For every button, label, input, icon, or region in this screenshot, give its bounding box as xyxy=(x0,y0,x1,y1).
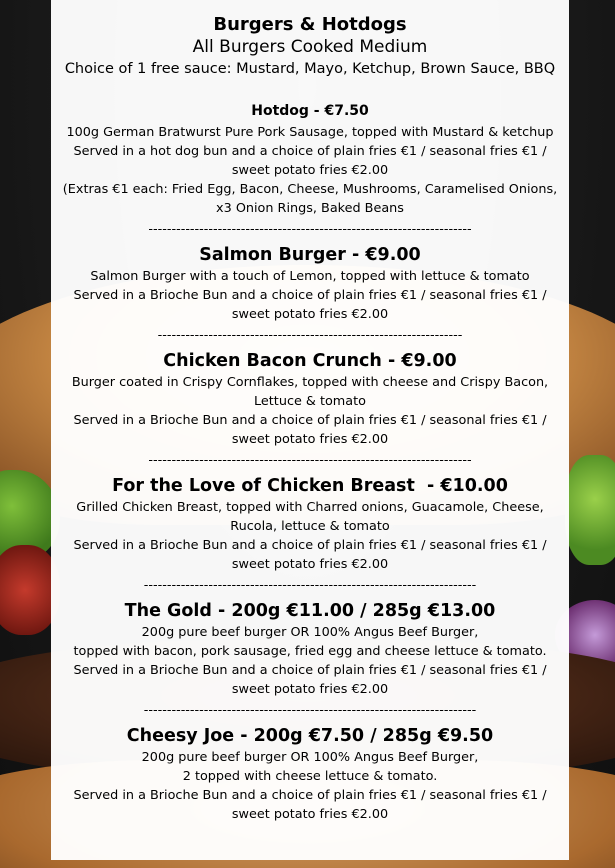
menu-card xyxy=(51,0,569,860)
divider: ------------------------------------------------------------------------ xyxy=(143,703,477,718)
item-desc-line: sweet potato fries €2.00 xyxy=(231,307,389,322)
item-desc-line: Served in a Brioche Bun and a choice of plain fries €1 / seasonal fries €1 / xyxy=(73,288,547,303)
item-desc-line: Served in a Brioche Bun and a choice of plain fries €1 / seasonal fries €1 / xyxy=(73,413,547,428)
item-desc-line: Grilled Chicken Breast, topped with Charred onions, Guacamole, Cheese, xyxy=(76,500,544,515)
item-desc-line: 200g pure beef burger OR 100% Angus Beef Burger, xyxy=(141,625,479,640)
divider: ------------------------------------------------------------------ xyxy=(157,328,463,343)
item-desc-line: sweet potato fries €2.00 xyxy=(231,807,389,822)
item-desc-line: Served in a hot dog bun and a choice of plain fries €1 / seasonal fries €1 / xyxy=(73,144,547,159)
divider: ---------------------------------------------------------------------- xyxy=(148,453,472,468)
item-desc-line: 100g German Bratwurst Pure Pork Sausage, topped with Mustard & ketchup xyxy=(66,125,554,140)
menu-content xyxy=(51,14,569,824)
item-desc-line: sweet potato fries €2.00 xyxy=(231,557,389,572)
item-desc-line: Served in a Brioche Bun and a choice of plain fries €1 / seasonal fries €1 / xyxy=(73,788,547,803)
item-desc-line: Served in a Brioche Bun and a choice of plain fries €1 / seasonal fries €1 / xyxy=(73,663,547,678)
item-desc-line: sweet potato fries €2.00 xyxy=(231,163,389,178)
item-desc-line: 200g pure beef burger OR 100% Angus Beef Burger, xyxy=(141,750,479,765)
item-title-chicken-bacon-crunch: Chicken Bacon Crunch - €9.00 xyxy=(163,351,457,371)
item-title-cheesy-joe: Cheesy Joe - 200g €7.50 / 285g €9.50 xyxy=(126,726,494,746)
item-desc-line: 2 topped with cheese lettuce & tomato. xyxy=(182,769,438,784)
sauce-note: Choice of 1 free sauce: Mustard, Mayo, Ketchup, Brown Sauce, BBQ xyxy=(64,61,556,77)
item-desc-line: x3 Onion Rings, Baked Beans xyxy=(216,201,404,216)
item-desc-line: sweet potato fries €2.00 xyxy=(231,432,389,447)
item-title-chicken-breast: For the Love of Chicken Breast - €10.00 xyxy=(112,476,508,496)
item-desc-line: Lettuce & tomato xyxy=(254,394,366,409)
item-title-salmon-burger: Salmon Burger - €9.00 xyxy=(199,245,421,265)
divider: ---------------------------------------------------------------------- xyxy=(148,222,472,237)
divider: ------------------------------------------------------------------------ xyxy=(143,578,477,593)
menu-title: Burgers & Hotdogs xyxy=(213,14,407,35)
menu-subtitle: All Burgers Cooked Medium xyxy=(192,37,428,57)
item-desc-line: Served in a Brioche Bun and a choice of plain fries €1 / seasonal fries €1 / xyxy=(73,538,547,553)
item-desc-line: (Extras €1 each: Fried Egg, Bacon, Cheese, Mushrooms, Caramelised Onions, xyxy=(62,182,558,197)
item-desc-line: sweet potato fries €2.00 xyxy=(231,682,389,697)
item-desc-line: Salmon Burger with a touch of Lemon, topped with lettuce & tomato xyxy=(90,269,530,284)
item-title-hotdog: Hotdog - €7.50 xyxy=(251,103,369,119)
item-title-the-gold: The Gold - 200g €11.00 / 285g €13.00 xyxy=(124,601,496,621)
item-desc-line: Burger coated in Crispy Cornflakes, topped with cheese and Crispy Bacon, xyxy=(71,375,549,390)
item-desc-line: Rucola, lettuce & tomato xyxy=(230,519,390,534)
item-desc-line: topped with bacon, pork sausage, fried egg and cheese lettuce & tomato. xyxy=(73,644,547,659)
